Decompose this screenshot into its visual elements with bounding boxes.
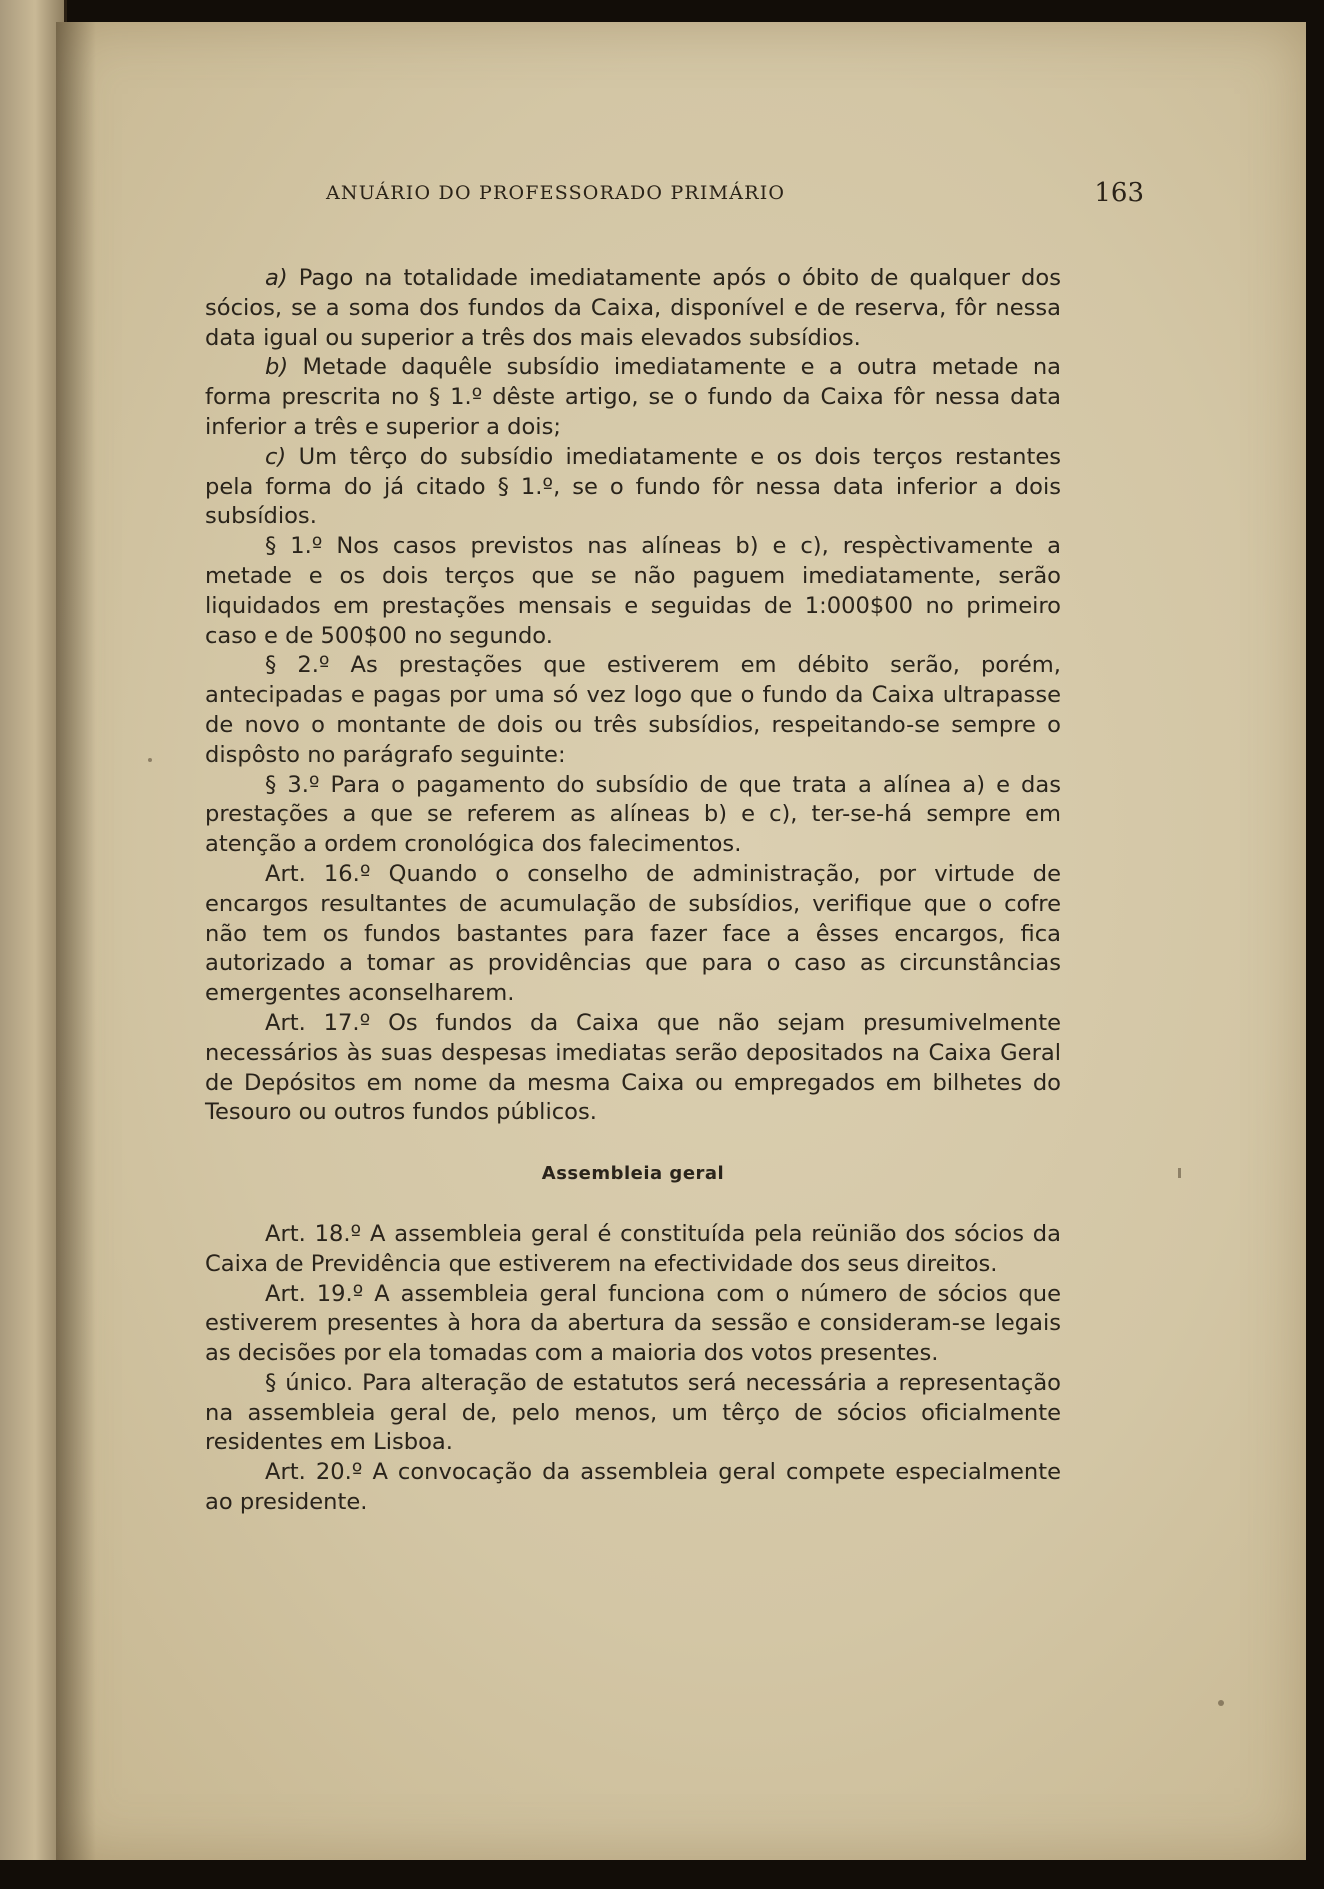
paragraph-alinea-c — [205, 443, 1061, 532]
alinea-label: c) — [265, 443, 287, 470]
paper-speck — [1218, 1700, 1224, 1706]
paragraph-text: Art. 16.º Quando o conselho de administração, por virtude de encargos resultantes de acumulação de subsídios, verifique que o cofre não tem os fundos bastantes para fazer face a êsses encargos, fica autorizado a tomar as providências que para o caso as circunstâncias emergentes aconselharem. — [205, 860, 1061, 1007]
page-number: 163 — [1094, 178, 1144, 208]
paragraph-section-unico: § único. Para alteração de estatutos será necessária a representação na assembleia geral de, pelo menos, um têrço de sócios oficialmente residentes em Lisboa. — [205, 1369, 1061, 1456]
paper-speck — [1178, 1168, 1181, 1178]
paragraph-text: § 1.º Nos casos previstos nas alíneas b) e c), respèctivamente a metade e os dois terços que se não paguem imediatamente, serão liquidados em prestações mensais e seguidas de 1:000$00 no primeiro caso e de 500$00 no segundo. — [205, 533, 1061, 649]
paragraph-text: Um têrço do subsídio imediatamente e os dois terços restantes pela forma do já citado § 1.º, se o fundo fôr nessa data inferior a dois subsídios. — [205, 443, 1061, 530]
paragraph-text: § 2.º As prestações que estiverem em débito serão, porém, antecipadas e pagas por uma só vez logo que o fundo da Caixa ultrapasse de novo o montante de dois ou três subsídios, respeitando-se sempre o dispôsto no parágrafo seguinte: — [205, 652, 1061, 768]
paragraph-alinea-b — [205, 353, 1061, 442]
section-heading: Assembleia geral — [541, 1163, 725, 1185]
paragraph-alinea-a — [205, 264, 1061, 353]
paragraph-art-19: Art. 19.º A assembleia geral funciona com o número de sócios que estiverem presentes à hora da abertura da sessão e consideram-se legais as decisões por ela tomadas com a maioria dos votos presentes. — [205, 1280, 1061, 1367]
alinea-label: a) — [265, 265, 288, 291]
paragraph-text: Art. 17.º Os fundos da Caixa que não sejam presumivelmente necessários às suas despesas imediatas serão depositados na Caixa Geral de Depósitos em nome da mesma Caixa ou empregados em bilhetes do Tesouro ou outros fundos públicos. — [205, 1009, 1061, 1126]
paragraph-section-2 — [205, 651, 1061, 770]
body-text — [205, 264, 1061, 1518]
spine-shadow — [56, 22, 96, 1860]
paragraph-text: § 3.º Para o pagamento do subsídio de que trata a alínea a) e das prestações a que se referem as alíneas b) e c), ter-se-há sempre em atenção a ordem cronológica dos falecimentos. — [205, 771, 1061, 858]
running-head — [326, 178, 1144, 208]
paragraph-art-17 — [205, 1009, 1061, 1128]
paragraph-art-16 — [205, 860, 1061, 1009]
paragraph-section-1 — [205, 532, 1061, 651]
paragraph-art-20: Art. 20.º A convocação da assembleia geral compete especialmente ao presidente. — [205, 1459, 1061, 1516]
paper-speck — [148, 758, 152, 762]
alinea-label: b) — [265, 354, 289, 381]
paragraph-text: Metade daquêle subsídio imediatamente e a outra metade na forma prescrita no § 1.º dêste artigo, se o fundo da Caixa fôr nessa data inferior a três e superior a dois; — [205, 354, 1061, 440]
running-title: ANUÁRIO DO PROFESSORADO PRIMÁRIO — [326, 182, 786, 204]
paragraph-text: Pago na totalidade imediatamente após o óbito de qualquer dos sócios, se a soma dos fundos da Caixa, disponível e de reserva, fôr nessa data igual ou superior a três dos mais elevados subsídios. — [205, 265, 1061, 351]
paragraph-art-18: Art. 18.º A assembleia geral é constituída pela reünião dos sócios da Caixa de Previdência que estiverem na efectividade dos seus direitos. — [205, 1220, 1061, 1277]
paragraph-section-3 — [205, 771, 1061, 860]
